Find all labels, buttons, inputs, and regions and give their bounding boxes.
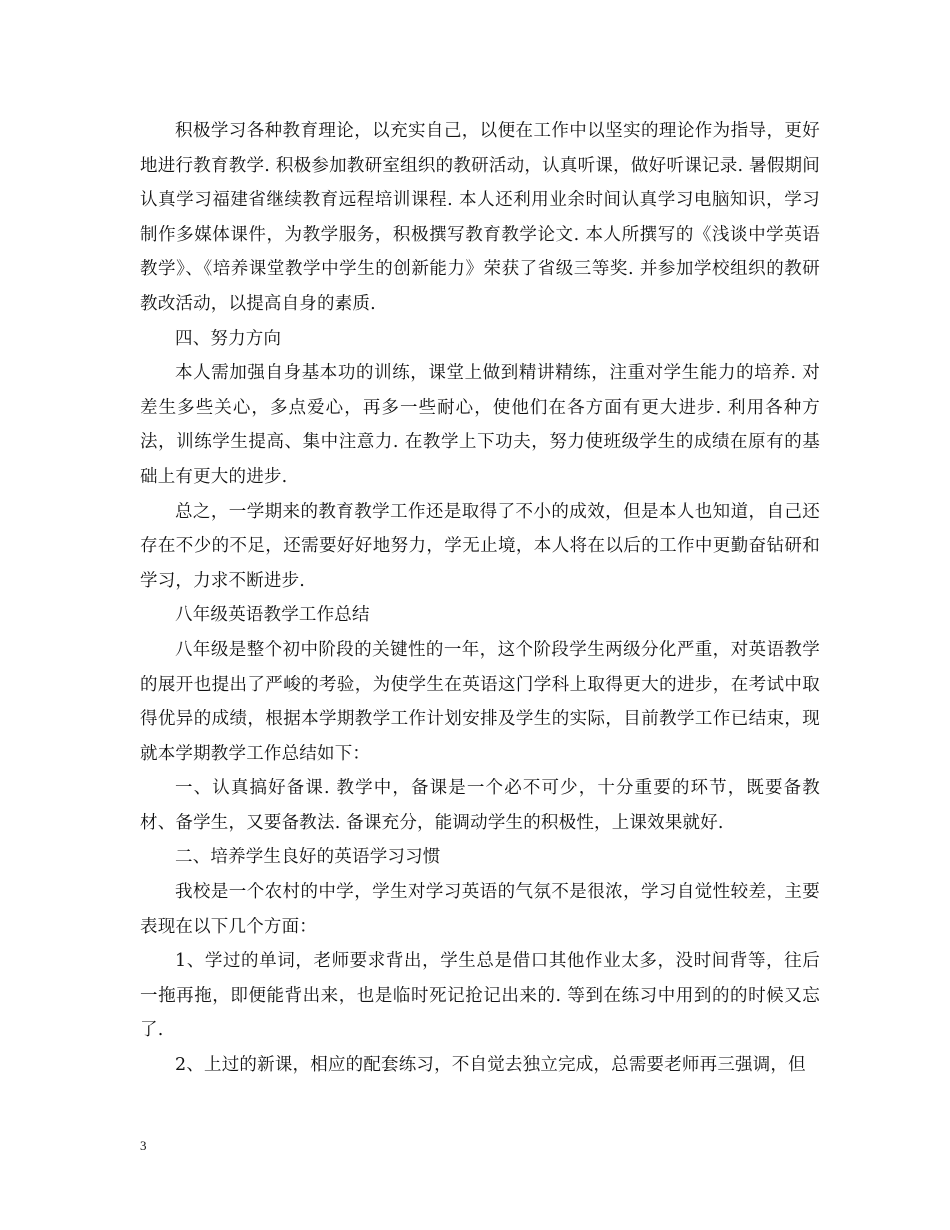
paragraph-point-2: 2、上过的新课，相应的配套练习，不自觉去独立完成，总需要老师再三强调，但	[175, 1055, 806, 1076]
document-body	[140, 114, 820, 1083]
heading-study-habits: 二、培养学生良好的英语学习习惯	[175, 847, 441, 868]
heading-effort-direction: 四、努力方向	[175, 328, 282, 349]
paragraph-grade8-intro: 八年级是整个初中阶段的关键性的一年，这个阶段学生两级分化严重，对英语教学的展开也提出了严峻的考验，为使学生在英语这门学科上取得更大的进步，在考试中取得优异的成绩，根据本学期教学工作计划安排及学生的实际，目前教学工作已结束，现就本学期教学工作总结如下：	[140, 639, 820, 764]
heading-grade8-summary: 八年级英语教学工作总结	[175, 605, 370, 626]
paragraph-school-situation: 我校是一个农村的中学，学生对学习英语的气氛不是很浓，学习自觉性较差，主要表现在以下几个方面：	[140, 882, 820, 937]
paragraph-lesson-prep: 一、认真搞好备课. 教学中，备课是一个必不可少，十分重要的环节，既要备教材、备学生，又要备教法. 备课充分，能调动学生的积极性，上课效果就好.	[140, 778, 820, 833]
page-number: 3	[140, 1138, 147, 1153]
paragraph-point-1: 1、学过的单词，老师要求背出，学生总是借口其他作业太多，没时间背等，往后一拖再拖，即便能背出来，也是临时死记抢记出来的. 等到在练习中用到的的时候又忘了.	[140, 951, 820, 1041]
paragraph-conclusion: 总之，一学期来的教育教学工作还是取得了不小的成效，但是本人也知道，自己还存在不少的不足，还需要好好地努力，学无止境，本人将在以后的工作中更勤奋钻研和学习，力求不断进步.	[140, 501, 820, 591]
paragraph-study-theory: 积极学习各种教育理论，以充实自己，以便在工作中以坚实的理论作为指导，更好地进行教育教学. 积极参加教研室组织的教研活动，认真听课，做好听课记录. 暑假期间认真学习福建省继续教育远程培训课程. 本人还利用业余时间认真学习电脑知识，学习制作多媒体课件，为教学服务，积极撰写教育教学论文. 本人所撰写的《浅谈中学英语教学》、《培养课堂教学中学生的创新能力》荣获了省级三等奖. 并参加学校组织的教研教改活动，以提高自身的素质.	[140, 121, 820, 314]
paragraph-effort-direction: 本人需加强自身基本功的训练，课堂上做到精讲精练，注重对学生能力的培养. 对差生多些关心，多点爱心，再多一些耐心，使他们在各方面有更大进步. 利用各种方法，训练学生提高、集中注意力. 在教学上下功夫，努力使班级学生的成绩在原有的基础上有更大的进步.	[140, 363, 820, 487]
